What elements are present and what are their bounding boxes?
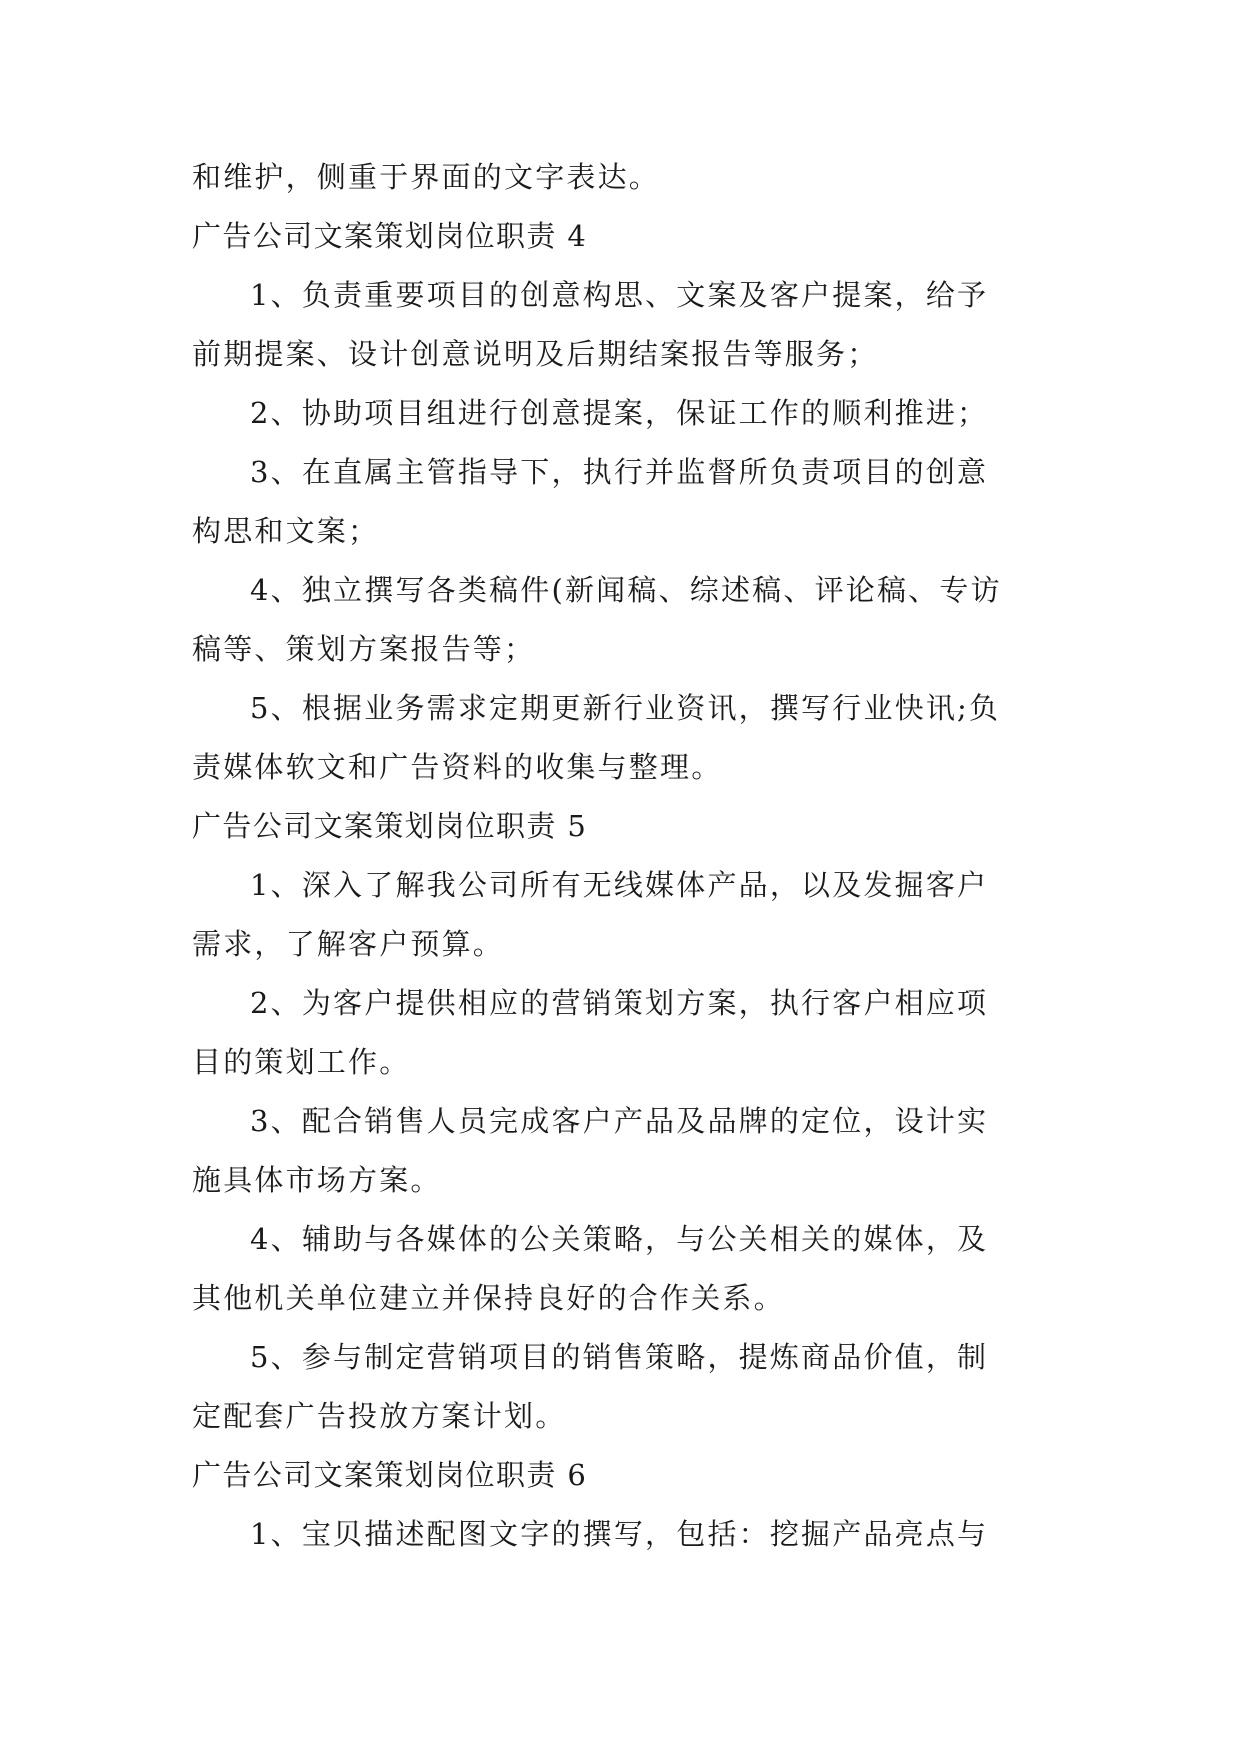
section-heading: 广告公司文案策划岗位职责 4 xyxy=(192,219,588,253)
text-line: 前期提案、设计创意说明及后期结案报告等服务； xyxy=(192,337,879,371)
list-item: 5、参与制定营销项目的销售策略，提炼商品价值，制 xyxy=(250,1340,989,1374)
list-item: 4、辅助与各媒体的公关策略，与公关相关的媒体，及 xyxy=(250,1222,989,1256)
text-line: 责媒体软文和广告资料的收集与整理。 xyxy=(192,750,723,784)
list-item: 2、协助项目组进行创意提案，保证工作的顺利推进； xyxy=(250,396,989,430)
list-item: 3、配合销售人员完成客户产品及品牌的定位，设计实 xyxy=(250,1104,989,1138)
text-line: 构思和文案； xyxy=(192,514,380,548)
text-line: 需求，了解客户预算。 xyxy=(192,927,505,961)
list-item: 1、负责重要项目的创意构思、文案及客户提案，给予 xyxy=(250,278,989,312)
text-line: 施具体市场方案。 xyxy=(192,1163,442,1197)
text-line: 和维护，侧重于界面的文字表达。 xyxy=(192,160,661,194)
section-heading: 广告公司文案策划岗位职责 5 xyxy=(192,809,588,843)
section-heading: 广告公司文案策划岗位职责 6 xyxy=(192,1458,588,1492)
text-line: 其他机关单位建立并保持良好的合作关系。 xyxy=(192,1281,785,1315)
list-item: 1、宝贝描述配图文字的撰写，包括：挖掘产品亮点与 xyxy=(250,1517,989,1551)
document-page xyxy=(192,148,1052,1564)
text-line: 定配套广告投放方案计划。 xyxy=(192,1399,567,1433)
text-line: 稿等、策划方案报告等； xyxy=(192,632,536,666)
list-item: 1、深入了解我公司所有无线媒体产品，以及发掘客户 xyxy=(250,868,989,902)
list-item: 2、为客户提供相应的营销策划方案，执行客户相应项 xyxy=(250,986,989,1020)
list-item: 4、独立撰写各类稿件(新闻稿、综述稿、评论稿、专访 xyxy=(250,573,1002,607)
list-item: 3、在直属主管指导下，执行并监督所负责项目的创意 xyxy=(250,455,989,489)
list-item: 5、根据业务需求定期更新行业资讯，撰写行业快讯;负 xyxy=(250,691,1001,725)
text-line: 目的策划工作。 xyxy=(192,1045,411,1079)
